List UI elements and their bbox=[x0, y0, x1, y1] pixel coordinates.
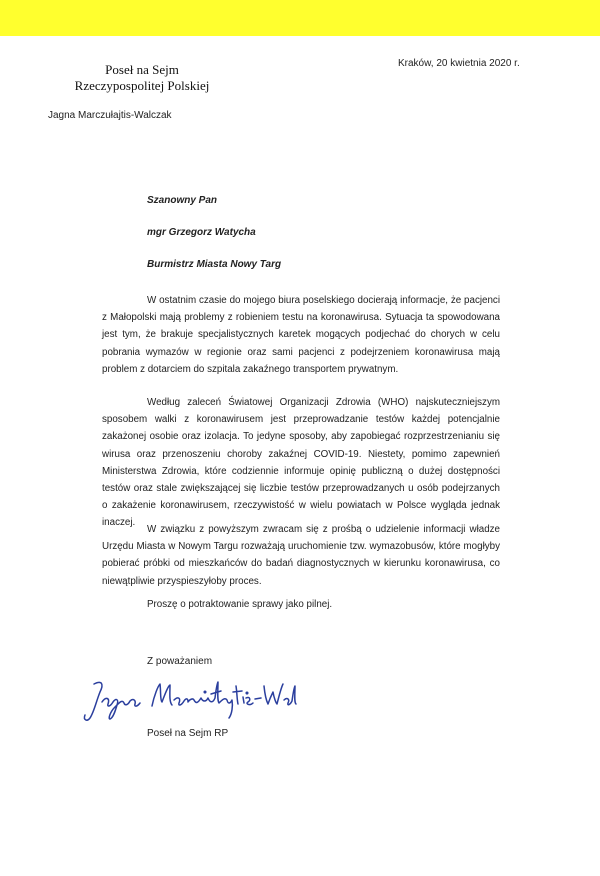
letterhead-title-line2: Rzeczypospolitej Polskiej bbox=[74, 78, 210, 93]
body-paragraph-2: Według zaleceń Światowej Organizacji Zdrowia (WHO) najskuteczniejszym sposobem walki z koronawirusem jest przeprowadzanie testów każdej potencjalnie zakażonej osobie oraz izolacja. To jedyne sposoby, aby zapobiegać rozprzestrzenianiu się wirusa oraz przenoszeniu choroby zakaźnej COVID-19. Niestety, pomimo zapewnień Ministerstwa Zdrowia, które codziennie informuje opinię publiczną o dużej dostępności testów oraz stale zwiększającej się liczbie testów przeprowadzanych u osób podejrzanych o zakażenie koronawirusem, rzeczywistość w wielu powiatach w Polsce wygląda jednak inaczej. bbox=[102, 397, 500, 529]
sender-name: Jagna Marczułajtis-Walczak bbox=[48, 110, 172, 121]
letterhead-title-line1: Poseł na Sejm bbox=[105, 62, 179, 77]
addressee-position: Burmistrz Miasta Nowy Targ bbox=[147, 259, 282, 270]
signer-title: Poseł na Sejm RP bbox=[147, 728, 229, 739]
top-highlight-bar bbox=[0, 0, 600, 36]
body-paragraph-1: W ostatnim czasie do mojego biura poselskiego docierają informacje, że pacjenci z Małopolski mają problemy z robieniem testu na koronawirusa. Sytuacja ta spowodowana jest tym, że brakuje specjalistycznych karetek mogących podjechać do chorych w celu pobrania wymazów w regionie oraz sami pacjenci z podejrzeniem koronawirusa mają problem z dotarciem do szpitala zakaźnego transportem prywatnym. bbox=[102, 295, 500, 375]
handwritten-signature bbox=[80, 672, 300, 728]
closing-regards: Z poważaniem bbox=[147, 656, 213, 667]
letterhead bbox=[42, 62, 242, 94]
addressee-name: mgr Grzegorz Watycha bbox=[147, 227, 256, 238]
body-paragraph-3: W związku z powyższym zwracam się z prośbą o udzielenie informacji władze Urzędu Miasta w Nowym Targu rozważają uruchomienie tzw. wymazobusów, które mogłyby pobierać próbki od mieszkańców do badań diagnostycznych w kierunku koronawirusa, co niewątpliwie przyspieszyłoby proces. bbox=[102, 524, 500, 587]
body-paragraph-4: Proszę o potraktowanie sprawy jako pilnej. bbox=[147, 599, 333, 610]
letter-date: Kraków, 20 kwietnia 2020 r. bbox=[398, 58, 520, 69]
addressee-salutation: Szanowny Pan bbox=[147, 195, 218, 206]
